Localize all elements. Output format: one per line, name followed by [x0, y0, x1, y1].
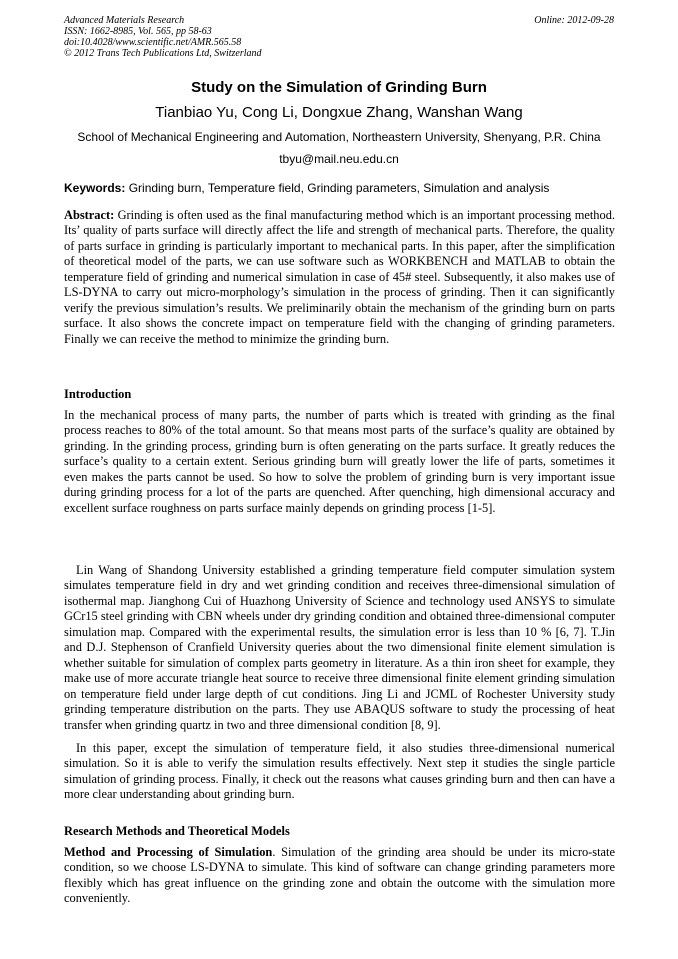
methods-paragraph: [64, 845, 615, 907]
paper-authors: Tianbiao Yu, Cong Li, Dongxue Zhang, Wanshan Wang: [155, 104, 523, 121]
methods-text: . Simulation of the grinding area should be under its micro-state condition, so we choose LS-DYNA to simulate. This kind of software can change grinding parameters more flexibly which has great influence on the grinding zone and obtain the outcome with the simulation more conveniently.: [64, 845, 615, 906]
methods-heading: Research Methods and Theoretical Models: [64, 824, 290, 838]
paper-affiliation: School of Mechanical Engineering and Automation, Northeastern University, Shenyang, P.R. China: [77, 130, 601, 144]
online-date: Online: 2012-09-28: [534, 15, 614, 26]
abstract-label: Abstract:: [64, 208, 115, 222]
introduction-heading: Introduction: [64, 387, 132, 401]
paper-title: Study on the Simulation of Grinding Burn: [191, 79, 487, 96]
paper-email: tbyu@mail.neu.edu.cn: [279, 152, 399, 166]
intro-paragraph-2: Lin Wang of Shandong University established a grinding temperature field computer simulation system simulates temperature field in dry and wet grinding condition and receives three-dimensional simulation of isothermal map. Jianghong Cui of Huazhong University of Science and technology used ANSYS to simulate GCr15 steel grinding with CBN wheels under dry grinding condition and obtained three-dimensional computer simulation map. Compared with the experimental results, the simulation error is less than 10 % [6, 7]. T.Jin and D.J. Stephenson of Cranfield University queries about the two dimensional finite element simulation is whether suitable for simulation of complex parts geometry in literature. As a thin iron sheet for example, they make use of more accurate triangle heat source to receive three dimensional finite element grinding simulation on temperature field under large depth of cut conditions. Jing Li and JCML of Rochester University study grinding temperature distribution on the parts. They use ABAQUS software to study the processing of heat transfer when grinding quartz in two and three dimensional condition [8, 9].: [64, 563, 615, 732]
journal-doi: doi:10.4028/www.scientific.net/AMR.565.58: [64, 37, 242, 48]
abstract-text: Grinding is often used as the final manufacturing method which is an important processing method. Its’ quality of parts surface will directly affect the life and strength of mechanical parts. Therefore, the quality of parts surface in grinding is particularly important to mechanical parts. In this paper, after the simplification of theoretical model of the parts, we can use software such as WORKBENCH and MATLAB to obtain the temperature field of grinding and numerical simulation in case of 45# steel. Subsequently, it also makes use of LS-DYNA to carry out micro-morphology’s simulation in the process of grinding. Then it can significantly verify the previous simulation’s results. We preliminarily obtain the mechanism of the grinding burn on parts surface. It also shows the concrete impact on temperature field with the changing of grinding parameters. Finally we can receive the method to minimize the grinding burn.: [64, 208, 615, 346]
journal-issn: ISSN: 1662-8985, Vol. 565, pp 58-63: [64, 26, 212, 37]
methods-lead: Method and Processing of Simulation: [64, 845, 273, 859]
journal-copyright: © 2012 Trans Tech Publications Ltd, Switzerland: [64, 48, 262, 59]
intro-paragraph-3: In this paper, except the simulation of temperature field, it also studies three-dimensional numerical simulation. So it is able to verify the simulation results effectively. Next step it studies the single particle simulation of grinding process. Finally, it check out the reasons what causes grinding burn and then can have a more clear understanding about grinding burn.: [64, 741, 615, 802]
keywords-text: Grinding burn, Temperature field, Grinding parameters, Simulation and analysis: [125, 181, 550, 195]
journal-header: [64, 15, 262, 59]
keywords: [64, 181, 615, 196]
keywords-label: Keywords:: [64, 181, 126, 195]
abstract: [64, 208, 615, 347]
intro-paragraph-1: In the mechanical process of many parts, the number of parts which is treated with grinding as the final process reaches to 80% of the total amount. So that means most parts of the surface’s quality are obtained by grinding. In the grinding process, grinding burn is often generating on the parts surface. It greatly reduces the surface’s quality to a certain extent. Serious grinding burn will greatly lower the life of parts, sometimes it even makes the parts cannot be used. So how to solve the problem of grinding burn is very important issue during grinding process for a lot of the parts are quenched. After quenching, high dimensional accuracy and excellent surface roughness on parts surface mainly depends on grinding process [1-5].: [64, 408, 615, 515]
journal-name: Advanced Materials Research: [64, 15, 185, 26]
